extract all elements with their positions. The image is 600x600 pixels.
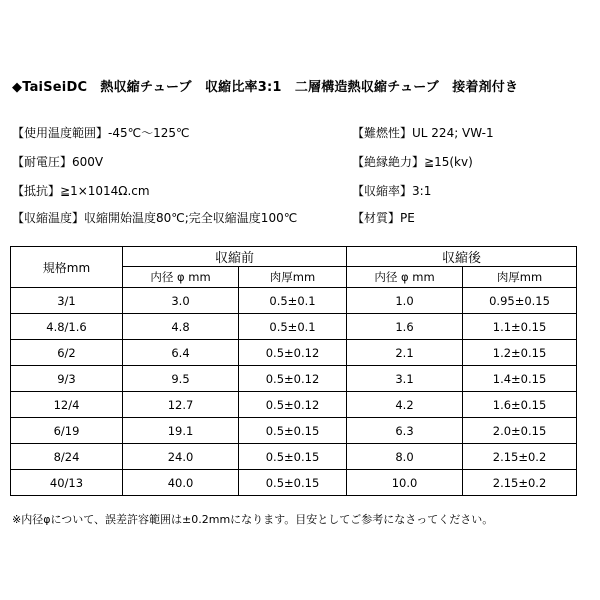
spec-value: 600V [72,155,104,169]
table-row [11,418,577,444]
table-cell: 0.5±0.12 [239,340,347,366]
table-cell-size: 8/24 [11,444,123,470]
table-cell: 4.2 [347,392,463,418]
spec-operating-temperature [12,124,189,141]
spec-value: PE [400,211,415,225]
table-cell: 8.0 [347,444,463,470]
table-row [11,340,577,366]
table-cell-size: 4.8/1.6 [11,314,123,340]
table-cell-size: 6/19 [11,418,123,444]
table-cell: 0.5±0.15 [239,444,347,470]
spec-table [10,246,577,496]
sub-header-cell: 肉厚mm [239,267,347,288]
spec-label: 【材質】 [352,211,401,225]
table-cell: 1.1±0.15 [463,314,577,340]
spec-value: 収縮開始温度80℃;完全収縮温度100℃ [84,211,298,225]
spec-withstand-voltage [12,153,103,170]
spec-label: 【収縮率】 [352,184,413,198]
table-cell: 9.5 [123,366,239,392]
table-cell: 1.0 [347,288,463,314]
table-cell: 3.0 [123,288,239,314]
table-cell-size: 9/3 [11,366,123,392]
table-cell-size: 6/2 [11,340,123,366]
table-cell: 10.0 [347,470,463,496]
spec-shrink-ratio [352,182,431,199]
table-cell: 1.4±0.15 [463,366,577,392]
table-cell: 2.15±0.2 [463,470,577,496]
table-cell: 2.0±0.15 [463,418,577,444]
table-row [11,288,577,314]
table-row [11,444,577,470]
table-row [11,366,577,392]
table-cell: 3.1 [347,366,463,392]
table-cell: 2.15±0.2 [463,444,577,470]
table-cell: 0.5±0.15 [239,470,347,496]
spec-label: 【抵抗】 [12,184,61,198]
table-cell: 0.5±0.15 [239,418,347,444]
spec-insulation [352,153,473,170]
table-cell: 1.6±0.15 [463,392,577,418]
table-cell: 0.5±0.1 [239,314,347,340]
table-cell-size: 40/13 [11,470,123,496]
table-cell-size: 3/1 [11,288,123,314]
sub-header-cell: 肉厚mm [463,267,577,288]
spec-value: ≧15(kv) [424,155,473,169]
row-header-cell: 規格mm [11,247,123,288]
table-group-header-row [11,247,577,267]
table-cell: 0.5±0.12 [239,366,347,392]
table-row [11,470,577,496]
spec-value: -45℃～125℃ [108,126,190,140]
spec-value: UL 224; VW-1 [412,126,494,140]
table-cell: 0.5±0.1 [239,288,347,314]
table-cell: 1.2±0.15 [463,340,577,366]
spec-label: 【耐電圧】 [12,155,73,169]
table-cell: 40.0 [123,470,239,496]
table-cell: 24.0 [123,444,239,470]
table-cell: 0.95±0.15 [463,288,577,314]
group-header-before: 収縮前 [123,247,347,267]
footnote: ※内径φについて、誤差許容範囲は±0.2mmになります。目安としてご参考になさってください。 [12,513,494,526]
spec-value: 3:1 [412,184,432,198]
sub-header-cell: 内径 φ mm [347,267,463,288]
table-cell: 2.1 [347,340,463,366]
table-cell: 4.8 [123,314,239,340]
spec-resistance [12,182,150,199]
table-row [11,314,577,340]
table-cell: 6.4 [123,340,239,366]
table-row [11,392,577,418]
spec-shrink-temperature [12,209,297,226]
sub-header-cell: 内径 φ mm [123,267,239,288]
spec-material [352,209,415,226]
spec-value: ≧1×1014Ω.cm [60,184,150,198]
table-cell: 12.7 [123,392,239,418]
spec-label: 【難燃性】 [352,126,413,140]
table-cell: 1.6 [347,314,463,340]
table-cell: 6.3 [347,418,463,444]
spec-label: 【使用温度範囲】 [12,126,109,140]
group-header-after: 収縮後 [347,247,577,267]
spec-flame-retardancy [352,124,494,141]
spec-label: 【絶縁絶力】 [352,155,425,169]
page-title: ◆TaiSeiDC 熱収縮チューブ 収縮比率3:1 二層構造熱収縮チューブ 接着剤付き [12,80,519,95]
table-cell: 19.1 [123,418,239,444]
table-cell-size: 12/4 [11,392,123,418]
table-cell: 0.5±0.12 [239,392,347,418]
spec-label: 【収縮温度】 [12,211,85,225]
